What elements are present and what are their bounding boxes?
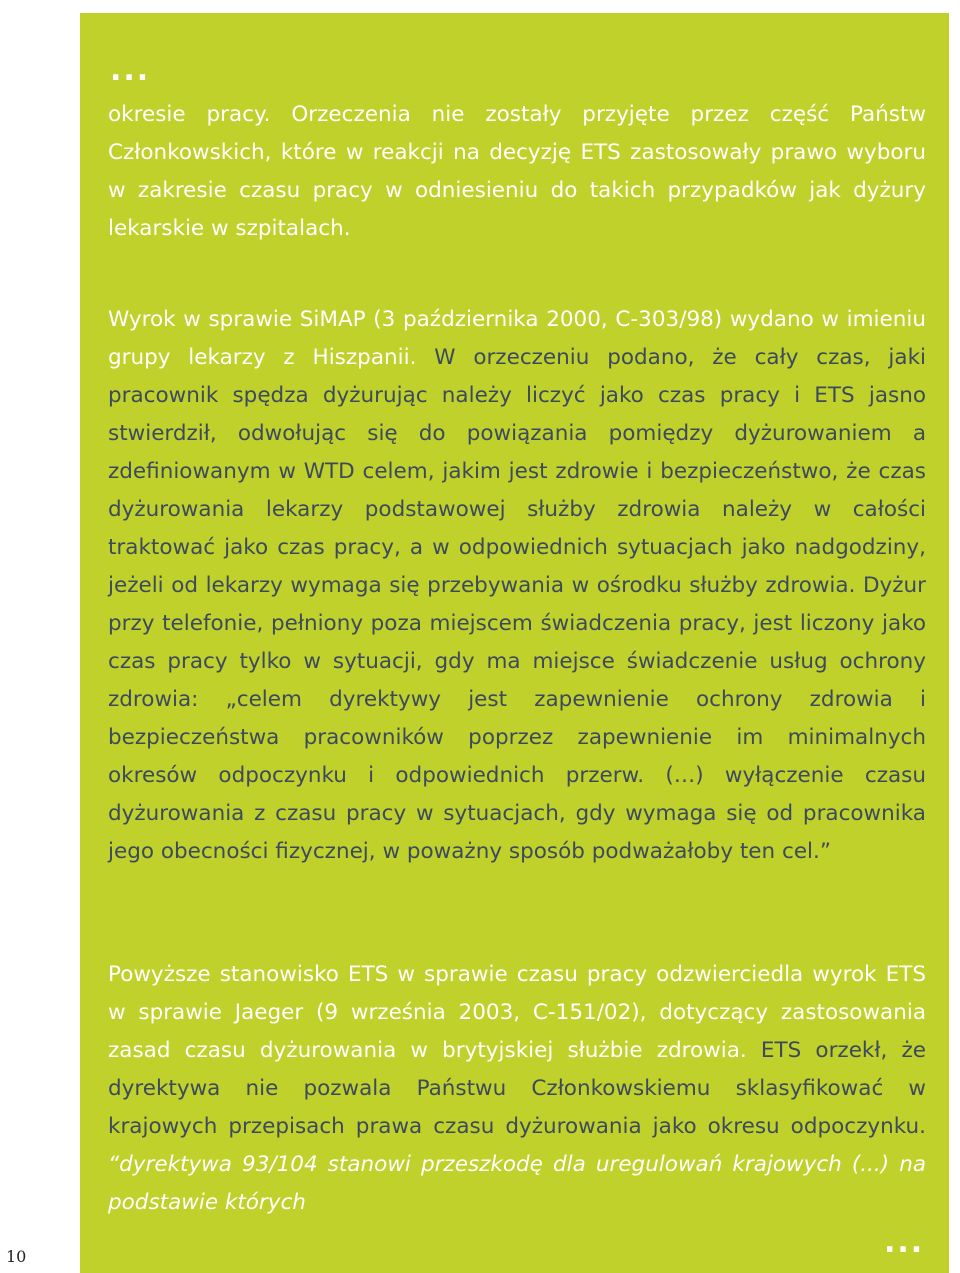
- paragraph-3-quote: “dyrektywa 93/104 stanowi przeszkodę dla uregulowań krajowych (...) na podstawie których: [108, 1152, 926, 1215]
- paragraph-3-body: ETS orzekł, że dyrektywa nie pozwala Państwu Członkowskiemu sklasyfikować w krajowych przepisach prawa czasu dyżurowania jako okresu odpoczynku.: [108, 1038, 926, 1139]
- paragraph-1: okresie pracy. Orzeczenia nie zostały przyjęte przez część Państw Członkowskich, które w reakcji na decyzję ETS zastosowały prawo wyboru w zakresie czasu pracy w odniesieniu do takich przypadków jak dyżury lekarskie w szpitalach.: [108, 102, 926, 241]
- continuation-ellipsis-top: ...: [110, 53, 151, 88]
- paragraph-2-intro: Wyrok w sprawie SiMAP (3 października 2000, C-303/98) wydano w imieniu grupy lekarzy z Hiszpanii.: [108, 307, 926, 370]
- continuation-ellipsis-bottom: ...: [884, 1225, 925, 1260]
- paragraph-2: [108, 301, 926, 871]
- paragraph-2-body: W orzeczeniu podano, że cały czas, jaki pracownik spędza dyżurując należy liczyć jako czas pracy i ETS jasno stwierdził, odwołując się do powiązania pomiędzy dyżurowaniem a zdefiniowanym w WTD celem, jakim jest zdrowie i bezpieczeństwo, że czas dyżurowania lekarzy podstawowej służby zdrowia należy w całości traktować jako czas pracy, a w odpowiednich sytuacjach jako nadgodziny, jeżeli od lekarzy wymaga się przebywania w ośrodku służby zdrowia. Dyżur przy telefonie, pełniony poza miejscem świadczenia pracy, jest liczony jako czas pracy tylko w sytuacji, gdy ma miejsce świadczenie usług ochrony zdrowia: „celem dyrektywy jest zapewnienie ochrony zdrowia i bezpieczeństwa pracowników poprzez zapewnienie im minimalnych okresów odpoczynku i odpowiednich przerw. (…) wyłączenie czasu dyżurowania z czasu pracy w sytuacjach, gdy wymaga się od pracownika jego obecności fizycznej, w poważny sposób podważałoby ten cel.”: [108, 345, 926, 864]
- paragraph-3-intro: Powyższe stanowisko ETS w sprawie czasu pracy odzwierciedla wyrok ETS w sprawie Jaeger (9 września 2003, C-151/02), dotyczący zastosowania zasad czasu dyżurowania w brytyjskiej służbie zdrowia.: [108, 962, 926, 1063]
- paragraph-3: [108, 956, 926, 1222]
- page-number: 10: [6, 1247, 27, 1266]
